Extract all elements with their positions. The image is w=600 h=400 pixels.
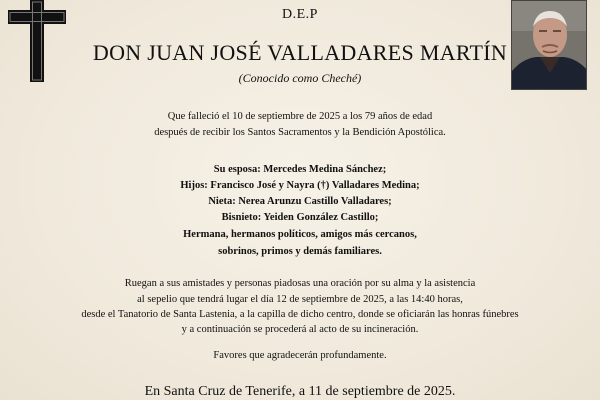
request-line: Ruegan a sus amistades y personas piadosas una oración por su alma y la asistencia [124,278,476,289]
deceased-name: DON JUAN JOSÉ VALLADARES MARTÍN [92,40,508,65]
family-line: Hijos: Francisco José y Nayra (†) Valladares Medina; [180,180,420,191]
nickname: (Conocido como Cheché) [238,71,362,85]
family-line: Hermana, hermanos políticos, amigos más cercanos, [183,229,417,240]
family-line: sobrinos, primos y demás familiares. [218,246,382,257]
request-line: y a continuación se procederá al acto de su incineración. [181,324,419,335]
death-notice-line: Que falleció el 10 de septiembre de 2025 a los 79 años de edad [167,111,433,122]
dep-heading: D.E.P [282,7,318,22]
death-notice-line: después de recibir los Santos Sacramentos y la Bendición Apostólica. [154,127,446,138]
family-line: Bisnieto: Yeiden González Castillo; [221,212,379,223]
request-line: al sepelio que tendrá lugar el día 12 de septiembre de 2025, a las 14:40 horas, [137,294,463,305]
request-line: desde el Tanatorio de Santa Lastenia, a la capilla de dicho centro, donde se oficiarán las honras fúnebres [81,309,519,320]
family-line: Su esposa: Mercedes Medina Sánchez; [213,164,387,175]
place-date-line: En Santa Cruz de Tenerife, a 11 de septiembre de 2025. [144,384,456,399]
family-line: Nieta: Nerea Arunzu Castillo Valladares; [208,196,392,207]
thanks-line: Favores que agradecerán profundamente. [213,350,387,361]
